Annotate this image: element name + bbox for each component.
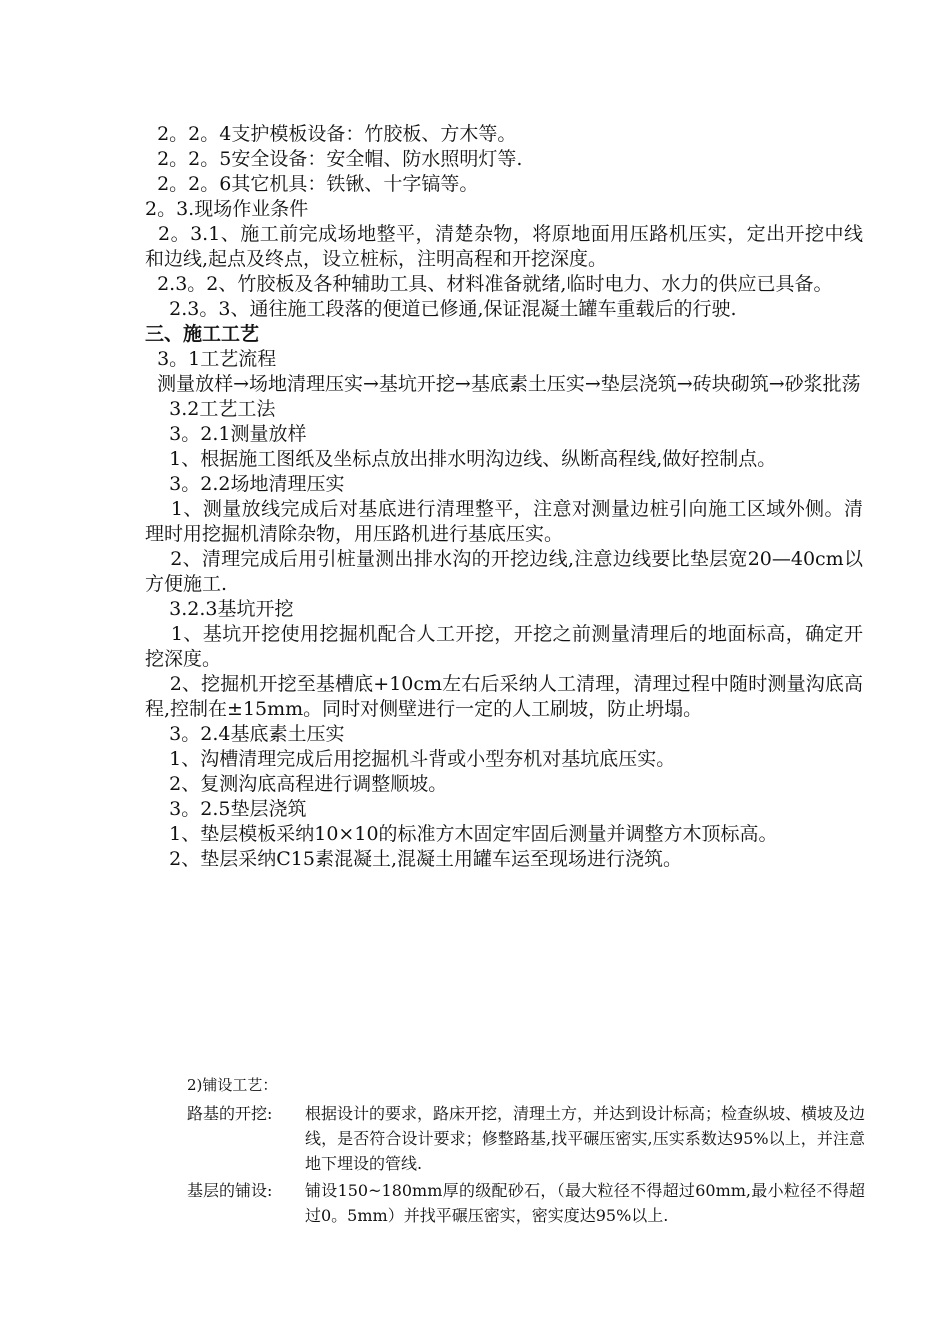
body-paragraph: 2.3。3、通往施工段落的便道已修通,保证混凝土罐车重载后的行驶. — [145, 298, 737, 320]
body-paragraph: 2、清理完成后用引桩量测出排水沟的开挖边线,注意边线要比垫层宽20—40cm以方便施工. — [145, 548, 863, 595]
body-paragraph: 1、基坑开挖使用挖掘机配合人工开挖，开挖之前测量清理后的地面标高，确定开挖深度。 — [145, 623, 863, 670]
base-layer-text: 铺设150~180mm厚的级配砂石，（最大粒径不得超过60mm,最小粒径不得超过0。5mm）并找平碾压密实，密实度达95%以上. — [305, 1181, 865, 1225]
body-paragraph: 1、根据施工图纸及坐标点放出排水明沟边线、纵断高程线,做好控制点。 — [145, 448, 777, 470]
section-heading: 三、施工工艺 — [145, 323, 260, 345]
body-paragraph: 2。2。4支护模板设备：竹胶板、方木等。 — [145, 123, 517, 145]
body-paragraph: 1、垫层模板采纳10×10的标准方木固定牢固后测量并调整方木顶标高。 — [145, 823, 778, 845]
body-paragraph: 3。1工艺流程 — [145, 348, 277, 370]
body-paragraph: 3。2.1测量放样 — [145, 423, 307, 445]
base-layer-row — [187, 1178, 865, 1228]
subgrade-excavation-text: 根据设计的要求，路床开挖，清理土方，并达到设计标高；检查纵坡、横坡及边线，是否符合设计要求；修整路基,找平碾压密实,压实系数达95%以上，并注意地下埋设的管线. — [305, 1104, 866, 1173]
body-paragraph: 2。3.现场作业条件 — [145, 198, 309, 220]
body-paragraph: 2。3.1、施工前完成场地整平，清楚杂物，将原地面用压路机压实，定出开挖中线和边线,起点及终点，设立桩标，注明高程和开挖深度。 — [145, 223, 863, 270]
body-paragraph: 3.2.3基坑开挖 — [145, 598, 294, 620]
body-paragraph: 2.3。2、竹胶板及各种辅助工具、材料准备就绪,临时电力、水力的供应已具备。 — [145, 273, 833, 295]
paving-process-section — [187, 1073, 865, 1230]
base-layer-label: 基层的铺设: — [187, 1181, 273, 1200]
body-paragraph: 2、挖掘机开挖至基槽底+10cm左右后采纳人工清理，清理过程中随时测量沟底高程,控制在±15mm。同时对侧壁进行一定的人工刷坡，防止坍塌。 — [145, 673, 863, 720]
body-paragraph: 2。2。6其它机具：铁锹、十字镐等。 — [145, 173, 479, 195]
document-body — [145, 122, 863, 872]
paving-process-caption: 2)铺设工艺： — [187, 1076, 278, 1094]
body-paragraph: 2。2。5安全设备：安全帽、防水照明灯等. — [145, 148, 523, 170]
subgrade-excavation-label: 路基的开挖: — [187, 1104, 273, 1123]
body-paragraph: 3。2.4基底素土压实 — [145, 723, 345, 745]
body-paragraph: 2、垫层采纳C15素混凝土,混凝土用罐车运至现场进行浇筑。 — [145, 848, 683, 870]
body-paragraph: 2、复测沟底高程进行调整顺坡。 — [145, 773, 448, 795]
body-paragraph: 测量放样→场地清理压实→基坑开挖→基底素土压实→垫层浇筑→砖块砌筑→砂浆批荡 — [145, 373, 861, 395]
body-paragraph: 3。2.2场地清理压实 — [145, 473, 345, 495]
body-paragraph: 3。2.5垫层浇筑 — [145, 798, 307, 820]
body-paragraph: 1、沟槽清理完成后用挖掘机斗背或小型夯机对基坑底压实。 — [145, 748, 676, 770]
body-paragraph: 1、测量放线完成后对基底进行清理整平，注意对测量边桩引向施工区域外侧。清理时用挖掘机清除杂物，用压路机进行基底压实。 — [145, 498, 863, 545]
subgrade-excavation-row — [187, 1101, 865, 1176]
body-paragraph: 3.2工艺工法 — [145, 398, 276, 420]
